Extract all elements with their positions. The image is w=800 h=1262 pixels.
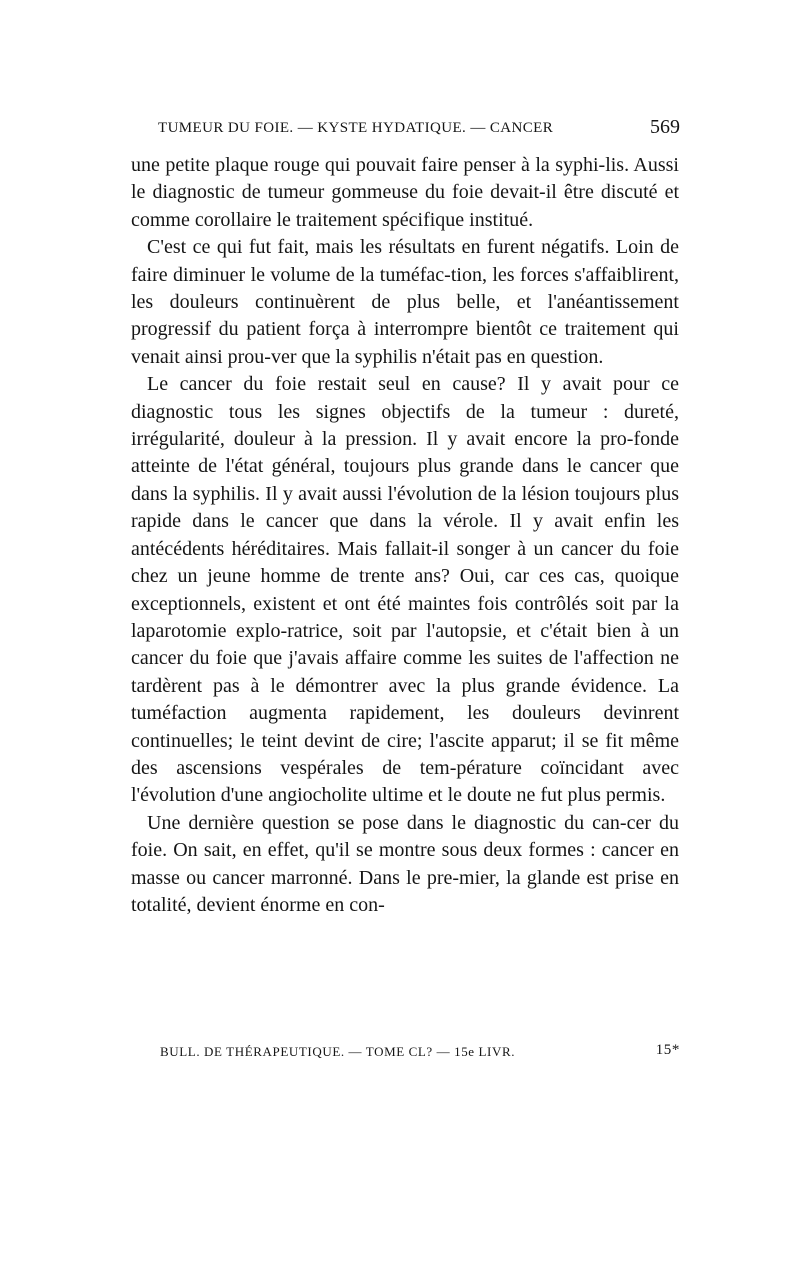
paragraph-3: Le cancer du foie restait seul en cause? Il y avait pour ce diagnostic tous les signes objectifs de la tumeur : dureté, irrégularité, douleur à la pression. Il y avait encore la pro-fonde atteinte de l'état général, toujours plus grande dans le cancer que dans la syphilis. Il y avait aussi l'évolution de la lésion toujours plus rapide dans le cancer que dans la vérole. Il y avait enfin les antécédents héréditaires. Mais fallait-il songer à un cancer du foie chez un jeune homme de trente ans? Oui, car ces cas, quoique exceptionnels, existent et ont été maintes fois contrôlés soit par la laparotomie explo-ratrice, soit par l'autopsie, et c'était bien à un cancer du foie que j'avais affaire comme les suites de l'affection ne tardèrent pas à le démontrer avec la plus grande évidence. La tuméfaction augmenta rapidement, les douleurs devinrent continuelles; le teint devint de cire; l'ascite apparut; il se fit même des ascensions vespérales de tem-pérature coïncidant avec l'évolution d'une angiocholite ultime et le doute ne fut plus permis. <box>131 373 679 807</box>
printer-signature: BULL. DE THÉRAPEUTIQUE. — TOME CL? — 15e LIVR. <box>160 1044 516 1059</box>
paragraph-2: C'est ce qui fut fait, mais les résultats en furent négatifs. Loin de faire diminuer le volume de la tuméfac-tion, les forces s'affaiblirent, les douleurs continuèrent de plus belle, et l'anéantissement progressif du patient força à interrompre bientôt ce traitement qui venait ainsi prou-ver que la syphilis n'était pas en question. <box>131 236 679 368</box>
sheet-number: 15* <box>655 1042 680 1058</box>
page-number: 569 <box>650 116 680 138</box>
printer-signature-line <box>160 1042 680 1064</box>
paragraph-4: Une dernière question se pose dans le diagnostic du can-cer du foie. On sait, en effet, qu'il se montre sous deux formes : cancer en masse ou cancer marronné. Dans le pre-mier, la glande est prise en totalité, devient énorme en con- <box>131 811 679 916</box>
running-head-title: TUMEUR DU FOIE. — KYSTE HYDATIQUE. — CANCER <box>158 120 554 136</box>
body-text <box>131 152 679 919</box>
paragraph-1: une petite plaque rouge qui pouvait faire penser à la syphi-lis. Aussi le diagnostic de tumeur gommeuse du foie devait-il être discuté et comme corollaire le traitement spécifique institué. <box>131 154 679 231</box>
running-head <box>158 118 680 142</box>
